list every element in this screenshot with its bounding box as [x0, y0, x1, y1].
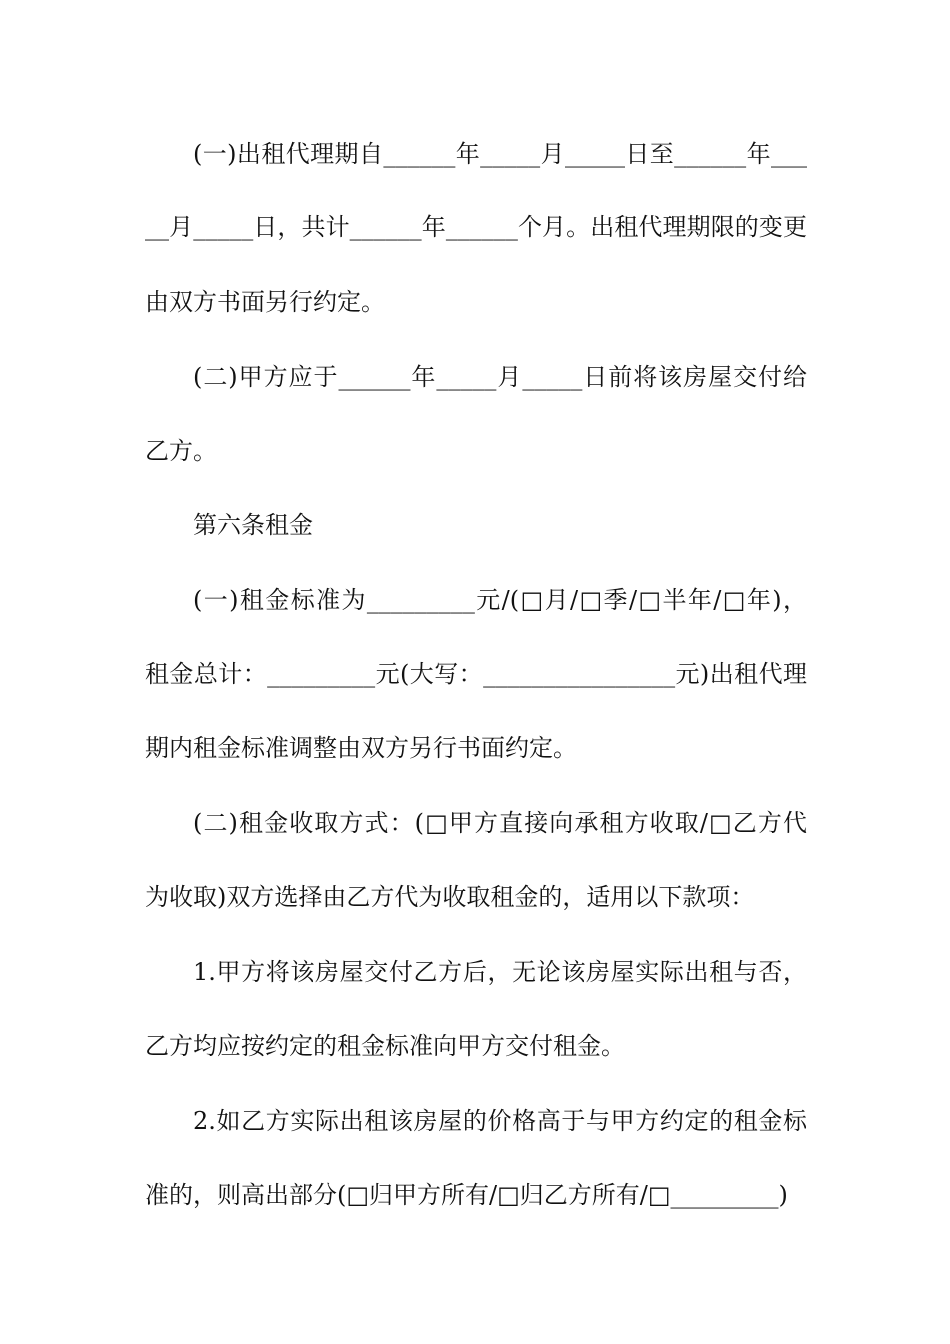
clause-5-1-line-1: (一)出租代理期自______年_____月_____日至______年___: [193, 140, 807, 168]
item-1-line-2: 乙方均应按约定的租金标准向甲方交付租金。: [145, 1032, 625, 1060]
clause-6-1-line-3: 期内租金标准调整由双方另行书面约定。: [145, 734, 577, 762]
clause-6-1-line-1: (一)租金标准为_________元/(□月/□季/□半年/□年)，: [193, 586, 807, 614]
clause-5-1-line-2: __月_____日，共计______年______个月。出租代理期限的变更: [145, 213, 807, 241]
item-2-line-1: 2.如乙方实际出租该房屋的价格高于与甲方约定的租金标: [193, 1107, 807, 1135]
item-2-line-2: 准的，则高出部分(□归甲方所有/□归乙方所有/□_________): [145, 1181, 788, 1209]
clause-6-2-line-2: 为收取)双方选择由乙方代为收取租金的，适用以下款项：: [145, 883, 755, 911]
clause-5-1-line-3: 由双方书面另行约定。: [145, 288, 385, 316]
clause-5-2-line-2: 乙方。: [145, 437, 217, 465]
item-1-line-1: 1.甲方将该房屋交付乙方后，无论该房屋实际出租与否，: [193, 958, 807, 986]
article-6-heading: 第六条租金: [193, 511, 313, 539]
clause-6-1-line-2: 租金总计：_________元(大写：________________元)出租代理: [145, 660, 807, 688]
clause-5-2-line-1: (二)甲方应于______年_____月_____日前将该房屋交付给: [193, 363, 807, 391]
clause-6-2-line-1: (二)租金收取方式：(□甲方直接向承租方收取/□乙方代: [193, 809, 807, 837]
